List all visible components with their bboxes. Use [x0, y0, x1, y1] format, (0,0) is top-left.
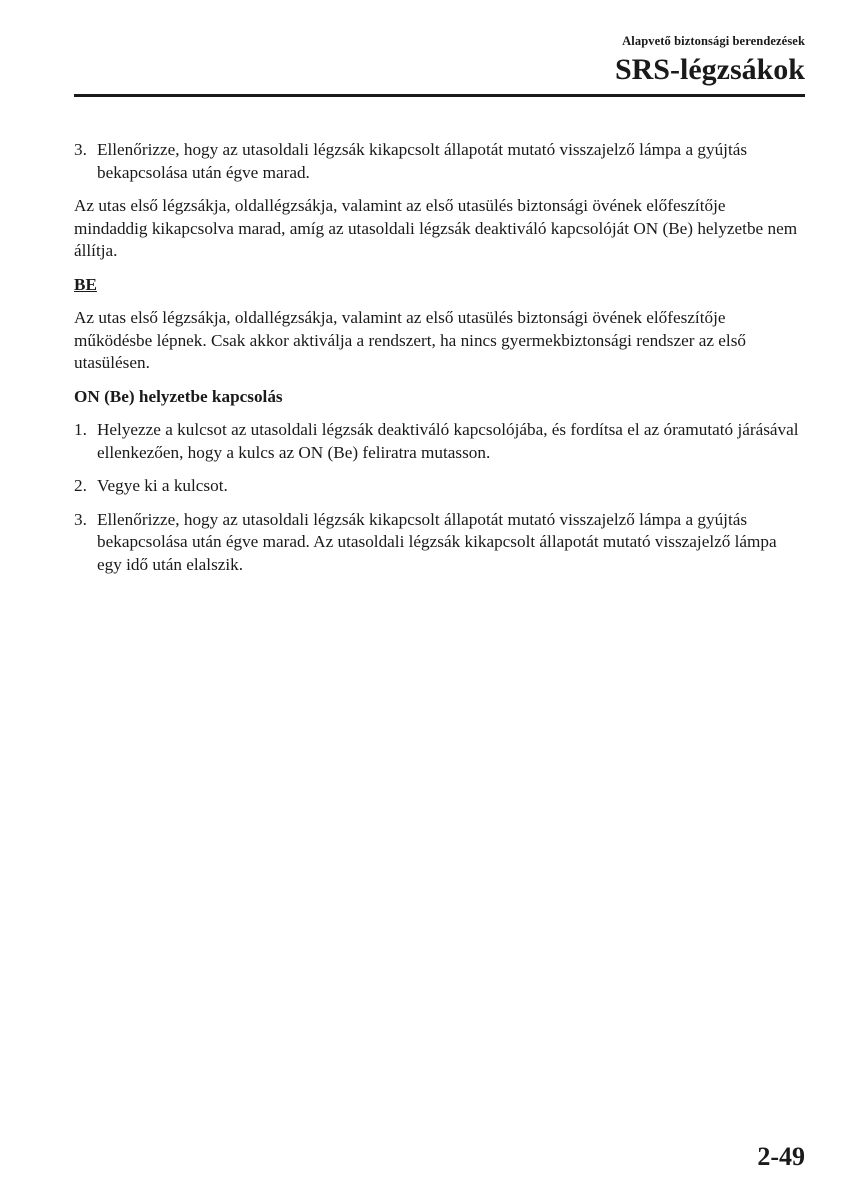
- page-header: [74, 34, 805, 97]
- list-item-text: Ellenőrizze, hogy az utasoldali légzsák kikapcsolt állapotát mutató visszajelző lámpa a gyújtás bekapcsolása után égve marad.: [97, 140, 748, 182]
- paragraph-off-state: Az utas első légzsákja, oldallégzsákja, valamint az első utasülés biztonsági övének előfeszítője mindaddig kikapcsolva marad, amíg az utasoldali légzsák deaktiváló kapcsolóját ON (Be) helyzetbe nem állítja.: [74, 196, 798, 260]
- subheading-be: BE: [74, 274, 97, 294]
- list-item-step2: [74, 475, 803, 498]
- list-item-text: Helyezze a kulcsot az utasoldali légzsák deaktiváló kapcsolójába, és fordítsa el az óramutató járásával ellenkezően, hogy a kulcs az ON (Be) feliratra mutasson.: [97, 420, 799, 462]
- list-item-text: Vegye ki a kulcsot.: [97, 476, 228, 495]
- list-item-step1: [74, 419, 803, 464]
- list-item-number: 1.: [74, 420, 87, 439]
- list-item-step3-on: [74, 509, 803, 577]
- list-item-number: 3.: [74, 509, 87, 529]
- list-item-number: 2.: [74, 476, 87, 495]
- list-item-number: 3.: [74, 140, 87, 159]
- section-title: SRS-légzsákok: [614, 53, 805, 86]
- chapter-title: Alapvető biztonsági berendezések: [622, 34, 805, 48]
- list-item-text: Ellenőrizze, hogy az utasoldali légzsák kikapcsolt állapotát mutató visszajelző lámpa a gyújtás bekapcsolása után égve marad. Az utasoldali légzsák kikapcsolt állapotát mutató visszajelző lámpa egy idő után elalszik.: [97, 509, 777, 574]
- list-item-step3-off: [74, 139, 803, 184]
- subheading-on-switching: ON (Be) helyzetbe kapcsolás: [74, 386, 283, 406]
- page-number: 2-49: [757, 1142, 805, 1171]
- header-rule: [74, 94, 805, 97]
- page-content: [74, 139, 803, 587]
- paragraph-be-state: Az utas első légzsákja, oldallégzsákja, valamint az első utasülés biztonsági övének előfeszítője működésbe lépnek. Csak akkor aktiválja a rendszert, ha nincs gyermekbiztonsági rendszer az első utasülésen.: [74, 308, 746, 372]
